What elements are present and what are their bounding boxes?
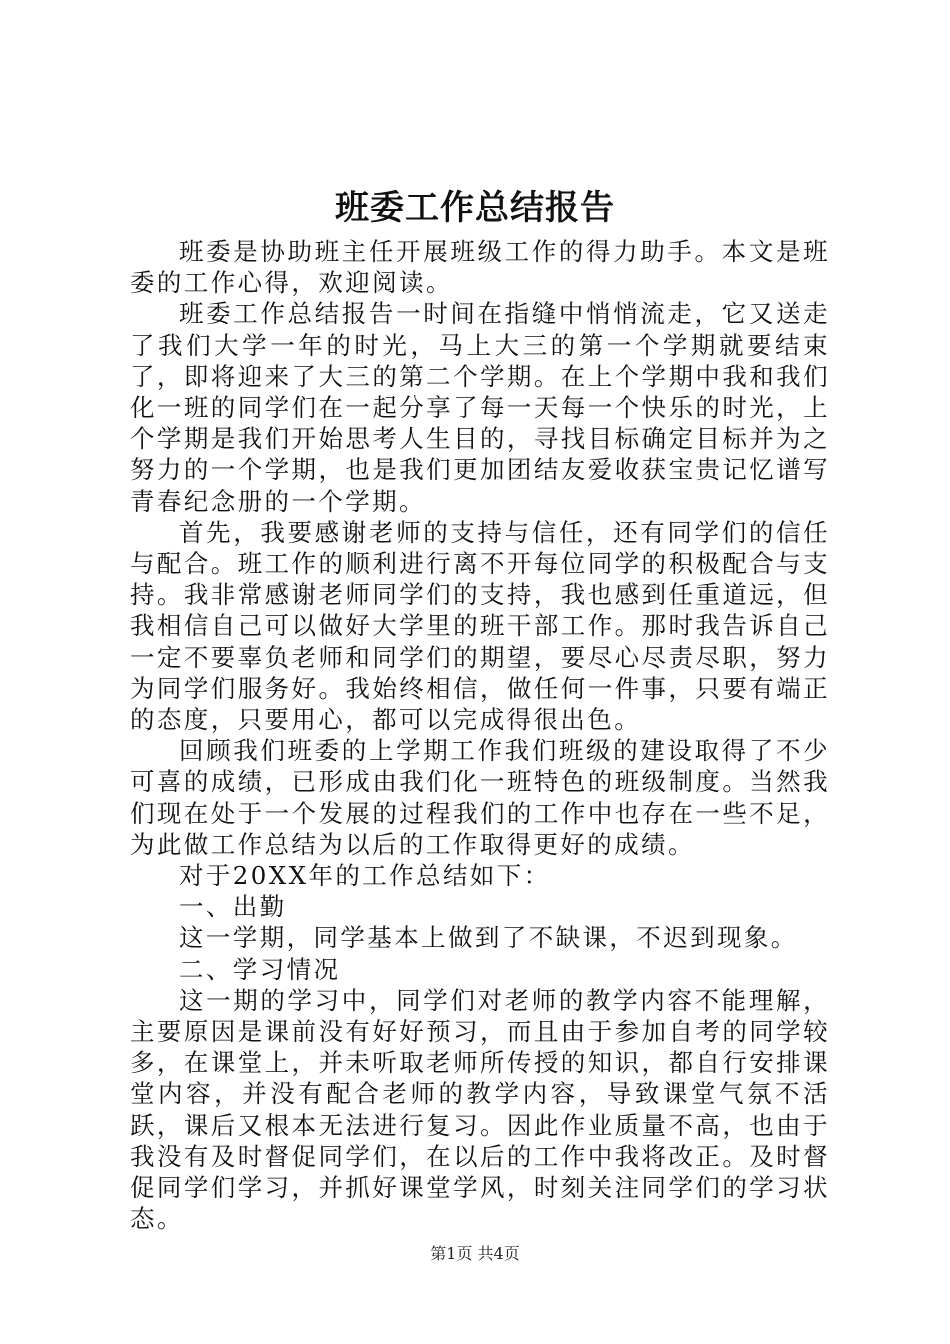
paragraph-review: 回顾我们班委的上学期工作我们班级的建设取得了不少可喜的成绩，已形成由我们化一班特色的班级制度。当然我们现在处于一个发展的过程我们的工作中也存在一些不足，为此做工作总结为以后的工作取得更好的成绩。 [130, 736, 830, 859]
paragraph-study: 这一期的学习中，同学们对老师的教学内容不能理解，主要原因是课前没有好好预习，而且由于参加自考的同学较多，在课堂上，并未听取老师所传授的知识，都自行安排课堂内容，并没有配合老师的教学内容，导致课堂气氛不活跃，课后又根本无法进行复习。因此作业质量不高，也由于我没有及时督促同学们，在以后的工作中我将改正。及时督促同学们学习，并抓好课堂学风，时刻关注同学们的学习状态。 [130, 985, 830, 1234]
paragraph-time-passing: 班委工作总结报告一时间在指缝中悄悄流走，它又送走了我们大学一年的时光，马上大三的第一个学期就要结束了，即将迎来了大三的第二个学期。在上个学期中我和我们化一班的同学们在一起分享了每一天每一个快乐的时光，上个学期是我们开始思考人生目的，寻找目标确定目标并为之努力的一个学期，也是我们更加团结友爱收获宝贵记忆谱写青春纪念册的一个学期。 [130, 299, 830, 516]
document-body [130, 236, 830, 1235]
document-title: 班委工作总结报告 [335, 188, 615, 228]
section-heading-attendance: 一、出勤 [179, 892, 287, 922]
paragraph-thanks: 首先，我要感谢老师的支持与信任，还有同学们的信任与配合。班工作的顺利进行离不开每位同学的积极配合与支持。我非常感谢老师同学们的支持，我也感到任重道远，但我相信自己可以做好大学里的班干部工作。那时我告诉自己一定不要辜负老师和同学们的期望，要尽心尽责尽职，努力为同学们服务好。我始终相信，做任何一件事，只要有端正的态度，只要用心，都可以完成得很出色。 [130, 517, 830, 735]
paragraph-intro: 班委是协助班主任开展班级工作的得力助手。本文是班委的工作心得，欢迎阅读。 [130, 237, 830, 298]
paragraph-summary-intro: 对于20XX年的工作总结如下： [179, 861, 551, 891]
section-heading-study: 二、学习情况 [179, 954, 341, 984]
page-footer: 第1页 共4页 [430, 1244, 520, 1263]
paragraph-attendance: 这一学期，同学基本上做到了不缺课，不迟到现象。 [179, 923, 798, 953]
